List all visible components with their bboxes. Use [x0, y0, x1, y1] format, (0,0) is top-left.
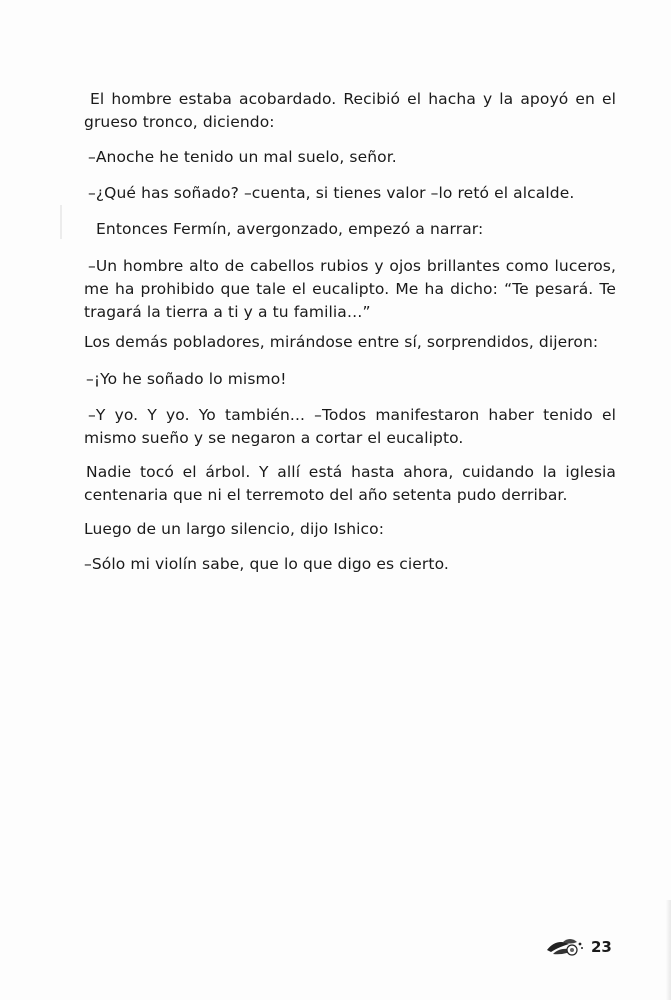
paragraph-5: –Un hombre alto de cabellos rubios y ojos brillantes como luceros, me ha prohibido que tale el eucalipto. Me ha dicho: “Te pesará. Te tragará la tierra a ti y a tu familia…”: [84, 257, 616, 321]
paragraph-8: –Y yo. Y yo. Yo también... –Todos manifestaron haber tenido el mismo sueño y se negaron a cortar el eucalipto.: [84, 406, 616, 447]
paragraph-4: Entonces Fermín, avergonzado, empezó a narrar:: [96, 220, 484, 238]
page-edge-shadow: [665, 900, 671, 1000]
paragraph-2: –Anoche he tenido un mal suelo, señor.: [88, 148, 397, 166]
page-footer: [545, 934, 625, 962]
scan-artifact: [60, 205, 70, 239]
paragraph-9: Nadie tocó el árbol. Y allí está hasta ahora, cuidando la iglesia centenaria que ni el terremoto del año setenta pudo derribar.: [84, 463, 616, 504]
page-number: 23: [591, 938, 612, 956]
paragraph-6: Los demás pobladores, mirándose entre sí, sorprendidos, dijeron:: [84, 333, 599, 351]
paragraph-10: Luego de un largo silencio, dijo Ishico:: [84, 520, 385, 538]
paragraph-7: –¡Yo he soñado lo mismo!: [86, 370, 287, 388]
leaf-ornament-icon: [545, 936, 585, 960]
paragraph-1: El hombre estaba acobardado. Recibió el hacha y la apoyó en el grueso tronco, diciendo:: [84, 90, 616, 131]
paragraph-3: –¿Qué has soñado? –cuenta, si tienes valor –lo retó el alcalde.: [88, 184, 575, 202]
paragraph-11: –Sólo mi violín sabe, que lo que digo es cierto.: [84, 555, 449, 573]
